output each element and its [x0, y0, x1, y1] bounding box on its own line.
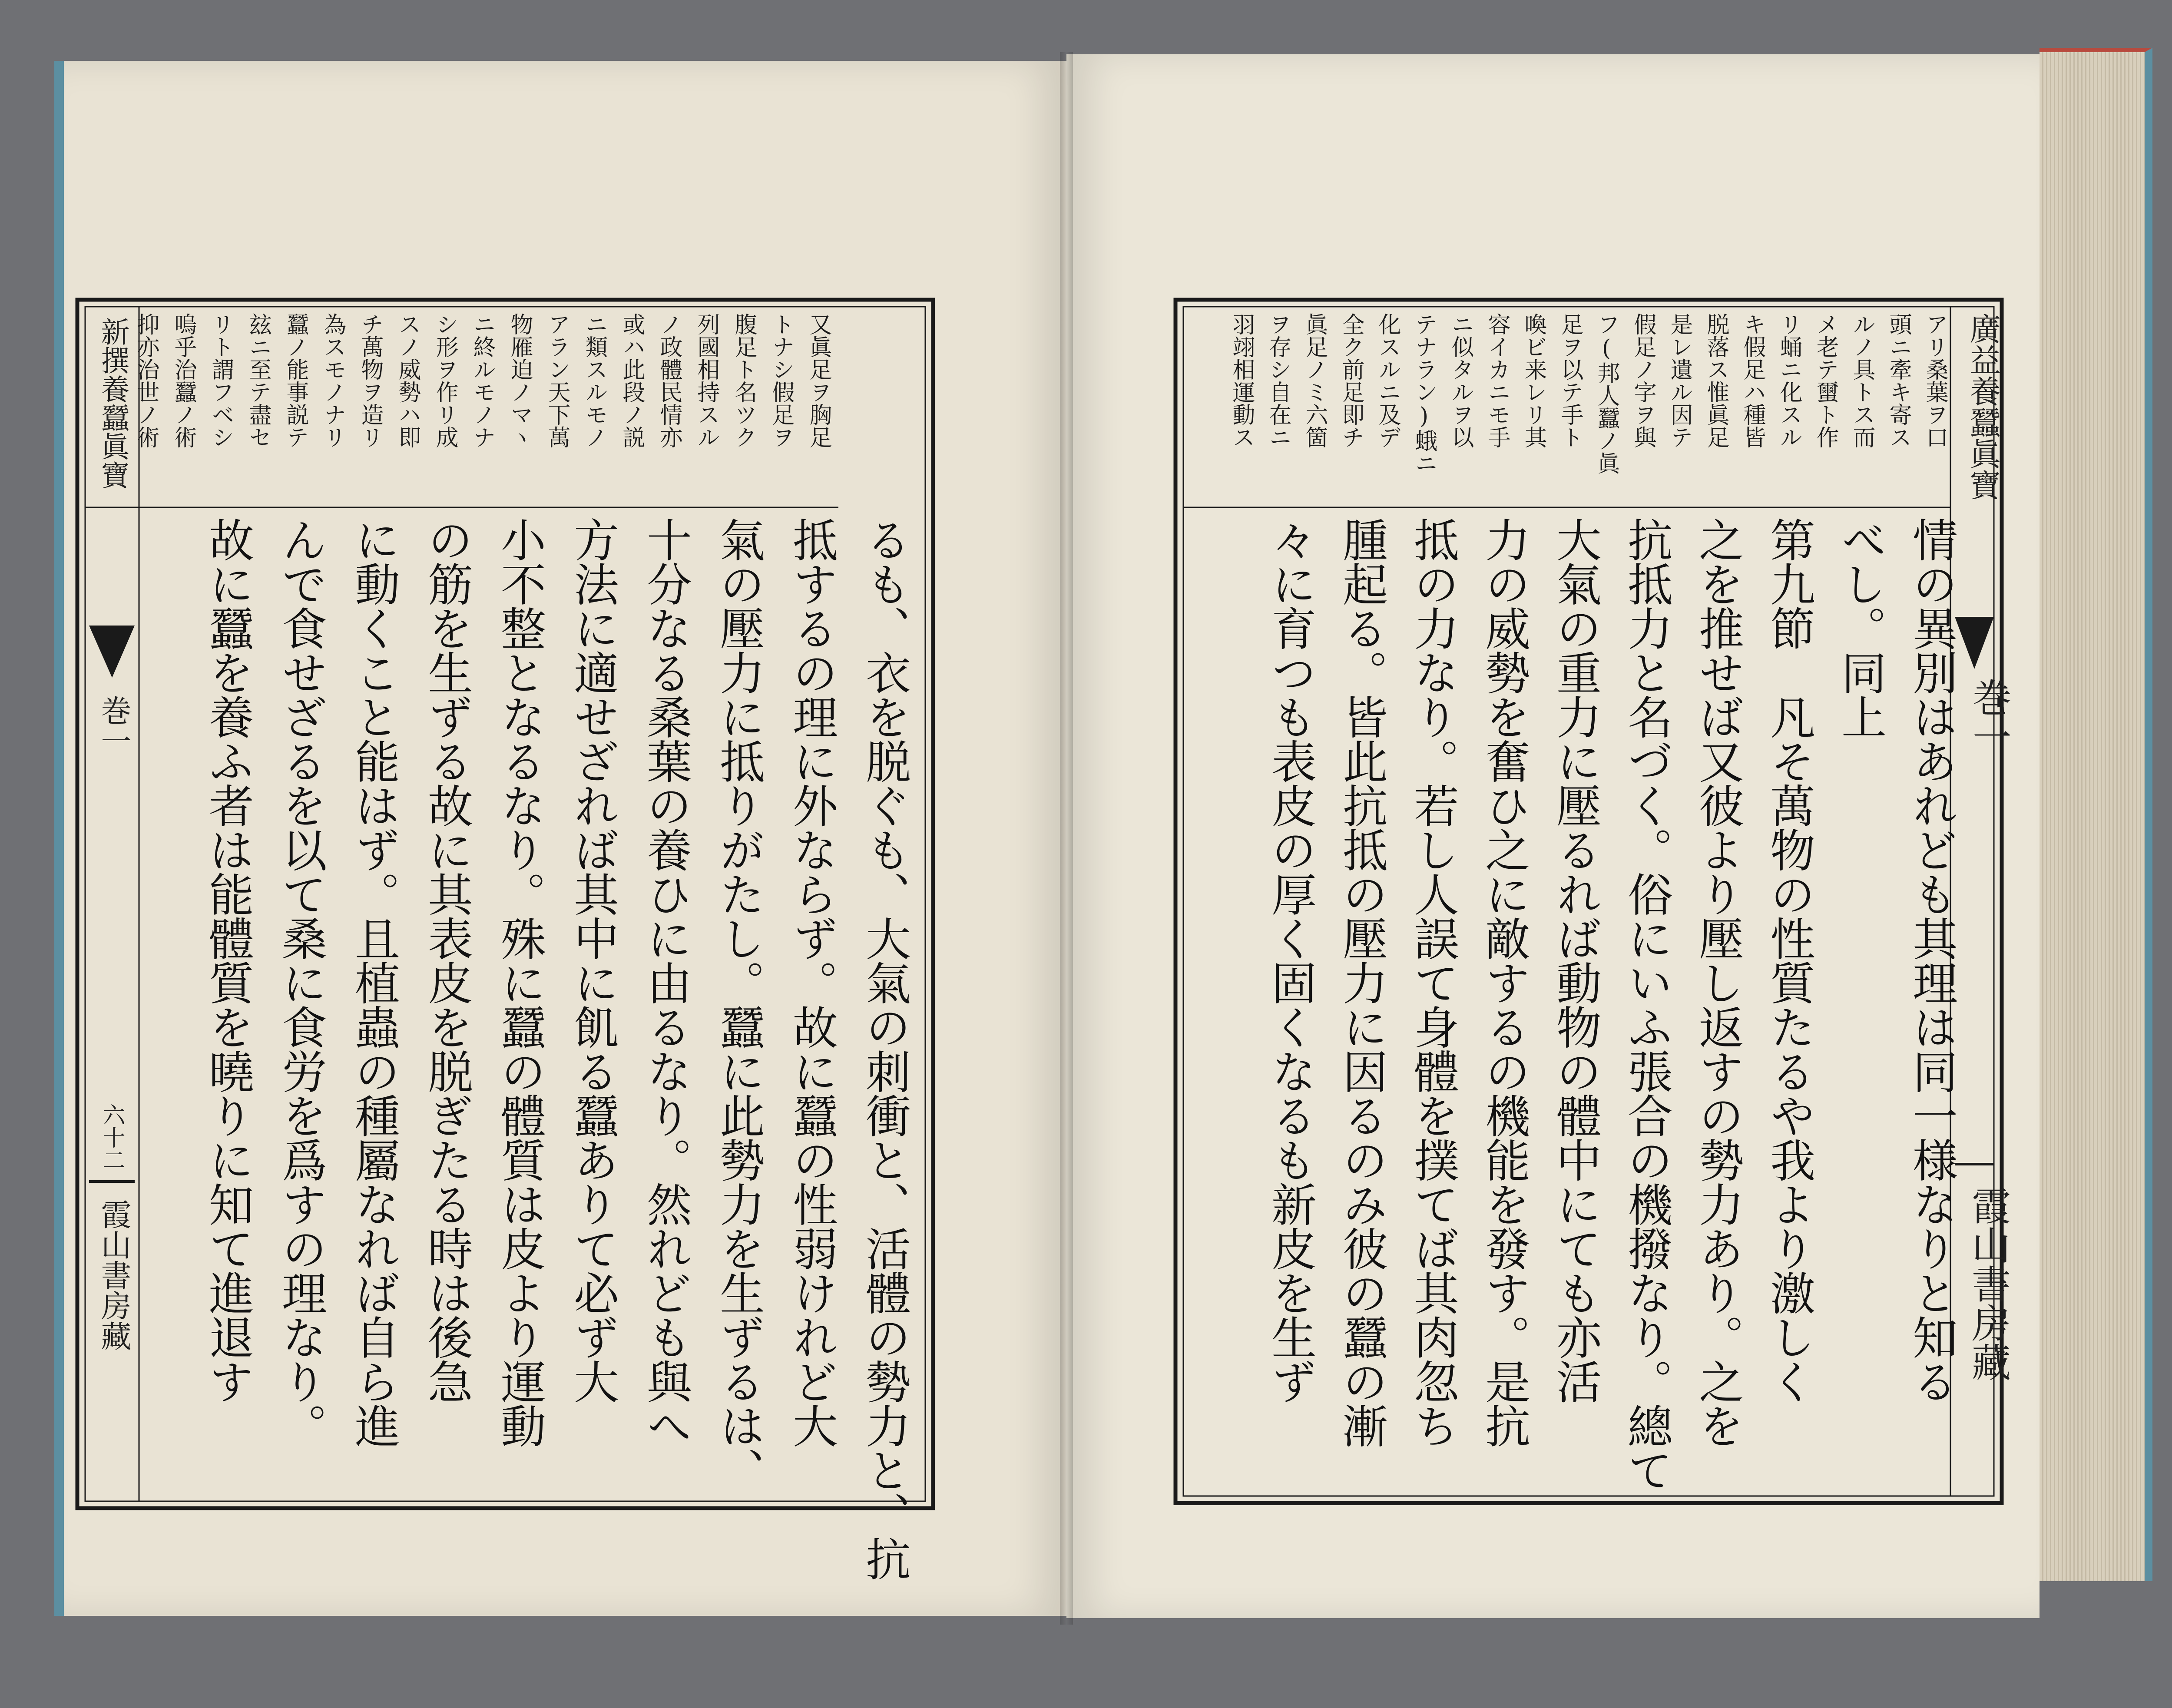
note-column: 腹足ト名ツク	[731, 313, 757, 448]
note-column: 脱落ス惟眞足	[1703, 313, 1729, 448]
text-column: べし。同上	[1834, 517, 1887, 738]
text-column: 情の異別はあれども其理は同一様なりと知る	[1905, 517, 1958, 1403]
note-column: ニ似タルヲ以	[1447, 313, 1473, 448]
note-column: 列國相持スル	[693, 313, 719, 448]
text-column: 十分なる桑葉の養ひに由るなり。然れども與へ	[639, 517, 692, 1447]
note-column: 為スモノナリ	[320, 313, 346, 448]
note-column: テナラン)蛾ニ	[1411, 313, 1437, 474]
text-column: 方法に適せざれば其中に飢る蠶ありて必ず大	[566, 517, 619, 1403]
text-column: 大氣の重力に壓るれば動物の體中にても亦活	[1549, 517, 1602, 1403]
note-column: リト謂フベシ	[208, 313, 234, 448]
note-column: 羽翊相運動ス	[1228, 313, 1255, 448]
note-column: ヲ存シ自在ニ	[1265, 313, 1291, 448]
left-margin-title: 新撰養蠶眞寶	[96, 317, 129, 489]
note-column: 喚ビ来レリ其	[1520, 313, 1546, 448]
text-column: の筋を生ずる故に其表皮を脱ぎたる時は後急	[420, 517, 473, 1403]
note-column: 容イカニモ手	[1484, 313, 1510, 448]
text-column: 故に蠶を養ふ者は能體質を曉りに知て進退す	[201, 517, 254, 1403]
left-margin-publisher: 霞山書房藏	[96, 1199, 132, 1351]
note-column: 玆ニ至テ盡セ	[245, 313, 271, 448]
note-column: 或ハ此段ノ説	[619, 313, 645, 448]
note-column: 假足ノ字ヲ與	[1630, 313, 1656, 448]
text-column: 抗抵力と名づく。俗にいふ張合の機撥なり。總て	[1620, 517, 1673, 1492]
note-column: スノ威勢ハ即	[394, 313, 420, 448]
note-column: 全ク前足即チ	[1338, 313, 1364, 448]
note-column: リ蛹ニ化スル	[1776, 313, 1802, 448]
left-margin-volume: 巻一	[96, 695, 132, 756]
note-column: 嗚乎治蠶ノ術	[170, 313, 196, 448]
text-column: に動くこと能はず。且植蟲の種屬なれば自ら進	[347, 517, 400, 1447]
note-column: 足ヲ以テ手ト	[1557, 313, 1583, 448]
note-column: ノ政體民情亦	[656, 313, 682, 448]
left-margin-page-number: 六十二	[99, 1103, 125, 1171]
text-column: 々に育つも表皮の厚く固くなるも新皮を生ず	[1264, 517, 1317, 1403]
text-column: 氣の壓力に抵りがたし。蠶に此勢力を生ずるは、	[712, 517, 765, 1492]
text-column: 抵するの理に外ならず。故に蠶の性弱けれど大	[785, 517, 838, 1447]
note-column: チ萬物ヲ造リ	[357, 313, 383, 448]
text-column: るも、衣を脱ぐも、大氣の刺衝と、活體の勢力と、抗	[858, 517, 911, 1580]
note-column: アリ桑葉ヲ口	[1922, 313, 1948, 448]
note-column: ニ類スルモノ	[581, 313, 607, 448]
text-column: 抵の力なり。若し人誤て身體を撲てば其肉忽ち	[1406, 517, 1459, 1447]
note-column: 蠶ノ能事説テ	[282, 313, 308, 448]
note-column: シ形ヲ作リ成	[432, 313, 458, 448]
note-column: ルノ具トス而	[1849, 313, 1875, 448]
right-margin-publisher: 霞山書房藏	[1965, 1186, 2010, 1381]
text-column: 力の威勢を奮ひ之に敵するの機能を發す。是抗	[1477, 517, 1530, 1447]
text-column: 之を推せば又彼より壓し返すの勢力あり。之を	[1691, 517, 1744, 1447]
text-column: 小不整となるなり。殊に蠶の體質は皮より運動	[493, 517, 546, 1447]
text-column: 腫起る。皆此抗抵の壓力に因るのみ彼の蠶の漸	[1335, 517, 1388, 1447]
note-column: メ老テ蠒ト作	[1812, 313, 1838, 448]
note-column: 又眞足ヲ胸足	[805, 313, 831, 448]
right-margin-title: 廣益養蠶眞寶	[1964, 313, 2001, 500]
note-column: 眞足ノミ六箇	[1301, 313, 1328, 448]
note-column: 抑亦治世ノ術	[133, 313, 159, 448]
note-column: 是レ遺ル因テ	[1666, 313, 1692, 448]
text-column: 第九節 凡そ萬物の性質たるや我より激しく	[1762, 517, 1815, 1403]
note-column: アラン天下萬	[544, 313, 570, 448]
note-column: キ假足ハ種皆	[1739, 313, 1765, 448]
note-column: 物雁迫ノマヽ	[507, 313, 533, 448]
note-column: フ(邦人蠶ノ眞	[1593, 313, 1619, 474]
note-column: 化スルニ及デ	[1374, 313, 1401, 448]
text-column: んで食せざるを以て桑に食労を爲すの理なり。	[274, 517, 327, 1447]
note-column: ニ終ルモノナ	[469, 313, 495, 448]
note-column: 頭ニ牽キ寄ス	[1885, 313, 1911, 448]
right-margin-volume: 巻一	[1966, 678, 2011, 756]
note-column: トナシ假足ヲ	[768, 313, 794, 448]
